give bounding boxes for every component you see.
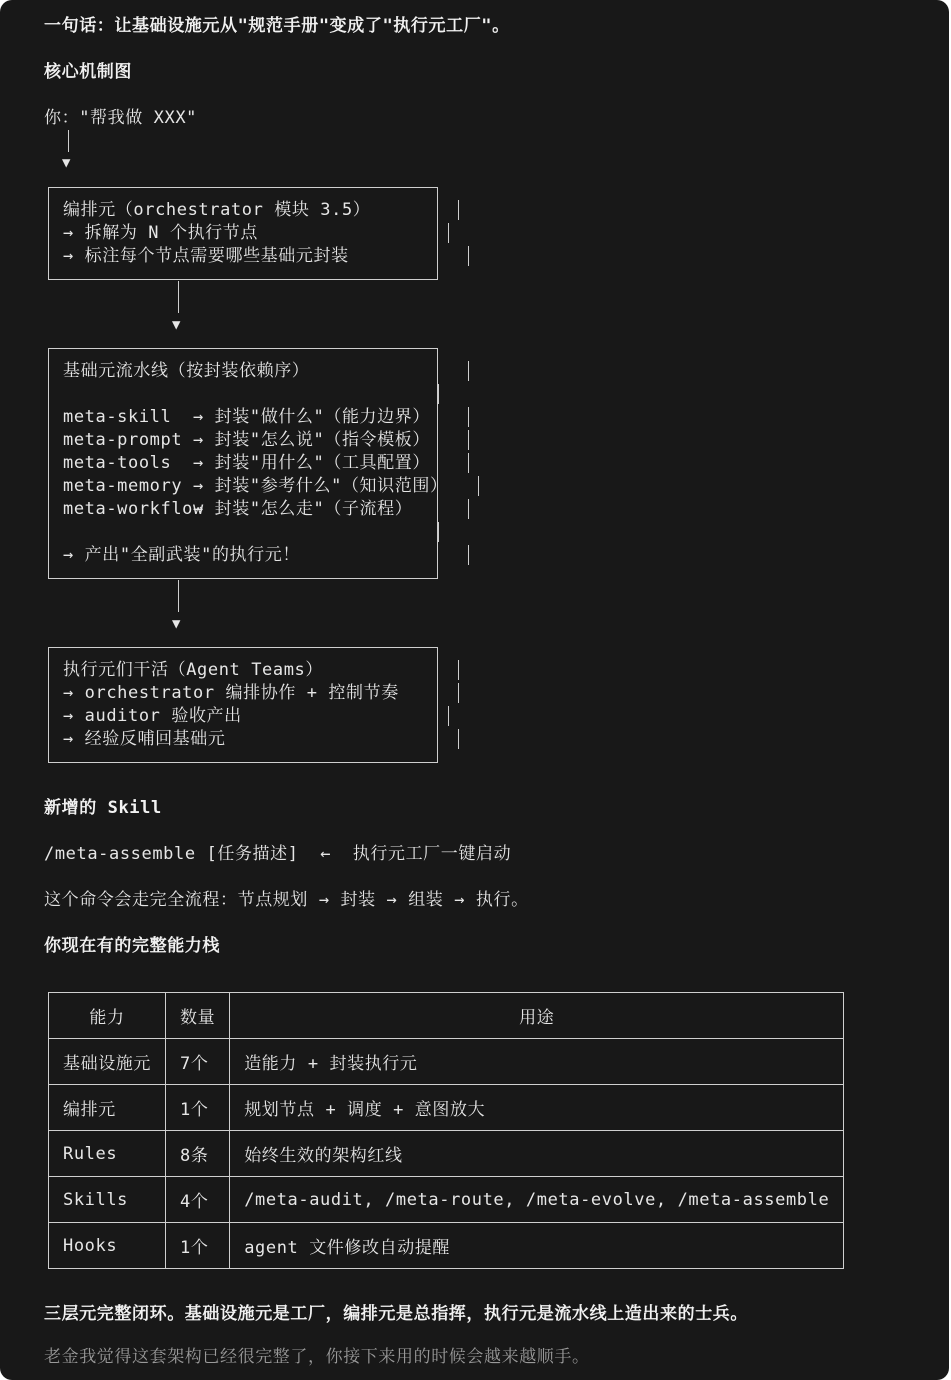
pipeline-row — [63, 498, 412, 521]
pipeline-row-name: meta-workflow — [63, 499, 204, 519]
new-skill-heading: 新增的 Skill — [44, 798, 162, 818]
table-row — [49, 1085, 844, 1131]
ascii-border-fragment — [458, 683, 459, 703]
command-line: /meta-assemble [任务描述] ← 执行元工厂一键启动 — [44, 844, 512, 864]
ascii-border-fragment — [458, 660, 459, 680]
table-header-row — [49, 993, 844, 1039]
ascii-border-fragment — [438, 384, 439, 404]
cutoff-text: 老金我觉得这套架构已经很完整了，你接下来用的时候会越来越顺手。 — [44, 1347, 590, 1367]
pipeline-row-name: meta-memory — [63, 476, 183, 496]
ascii-border-fragment — [448, 223, 449, 243]
table-row — [49, 1223, 844, 1269]
table-cell: agent 文件修改自动提醒 — [230, 1223, 844, 1269]
ascii-border-fragment — [458, 729, 459, 749]
closing-line: 三层元完整闭环。基础设施元是工厂，编排元是总指挥，执行元是流水线上造出来的士兵。 — [44, 1304, 748, 1324]
execution-box-title: 执行元们干活（Agent Teams） — [63, 660, 323, 680]
pipeline-row — [63, 406, 430, 429]
table-row — [49, 1131, 844, 1177]
down-arrow-icon: ▼ — [172, 317, 182, 333]
table-cell: Skills — [49, 1177, 166, 1223]
pipeline-row-name: meta-prompt — [63, 430, 183, 450]
ascii-border-fragment — [468, 361, 469, 381]
ascii-border-fragment — [478, 476, 479, 496]
pipeline-row — [63, 429, 430, 452]
table-row — [49, 1177, 844, 1223]
orchestrator-box-line: → 标注每个节点需要哪些基础元封装 — [63, 246, 349, 266]
connector-line — [178, 580, 179, 612]
ascii-border-fragment — [468, 246, 469, 266]
mechanism-heading: 核心机制图 — [44, 62, 132, 82]
pipeline-row-name: meta-tools — [63, 453, 172, 473]
table-cell: Hooks — [49, 1223, 166, 1269]
pipeline-row-desc: → 封装"怎么说"（指令模板） — [193, 430, 430, 450]
table-cell: 始终生效的架构红线 — [230, 1131, 844, 1177]
table-cell: 7个 — [166, 1039, 230, 1085]
table-cell: 4个 — [166, 1177, 230, 1223]
column-header: 能力 — [49, 993, 166, 1039]
table-cell: 造能力 + 封装执行元 — [230, 1039, 844, 1085]
execution-box — [48, 647, 438, 763]
ascii-border-fragment — [468, 453, 469, 473]
column-header: 用途 — [230, 993, 844, 1039]
orchestrator-box — [48, 187, 438, 280]
user-prompt-line: 你："帮我做 XXX" — [44, 108, 198, 128]
column-header: 数量 — [166, 993, 230, 1039]
table-cell: 基础设施元 — [49, 1039, 166, 1085]
table-cell: 1个 — [166, 1085, 230, 1131]
ascii-border-fragment — [468, 430, 469, 450]
capability-table — [48, 992, 844, 1269]
ascii-border-fragment — [448, 706, 449, 726]
execution-box-line: → auditor 验收产出 — [63, 706, 242, 726]
execution-box-line: → orchestrator 编排协作 + 控制节奏 — [63, 683, 399, 703]
pipeline-row-name: meta-skill — [63, 407, 172, 427]
capability-stack-heading: 你现在有的完整能力栈 — [44, 936, 220, 956]
connector-line — [68, 130, 69, 152]
down-arrow-icon: ▼ — [62, 155, 72, 171]
pipeline-row-desc: → 封装"参考什么"（知识范围） — [193, 476, 448, 496]
table-cell: 8条 — [166, 1131, 230, 1177]
table-row — [49, 1039, 844, 1085]
pipeline-box — [48, 348, 448, 579]
ascii-border-fragment — [468, 545, 469, 565]
pipeline-row-desc: → 封装"怎么走"（子流程） — [193, 499, 413, 519]
down-arrow-icon: ▼ — [172, 616, 182, 632]
pipeline-box-footer: → 产出"全副武装"的执行元！ — [63, 545, 300, 565]
pipeline-row — [63, 475, 448, 498]
execution-box-line: → 经验反哺回基础元 — [63, 729, 226, 749]
table-cell: 1个 — [166, 1223, 230, 1269]
table-cell: 编排元 — [49, 1085, 166, 1131]
connector-line — [178, 281, 179, 313]
table-cell: 规划节点 + 调度 + 意图放大 — [230, 1085, 844, 1131]
ascii-border-fragment — [438, 522, 439, 542]
orchestrator-box-title: 编排元（orchestrator 模块 3.5） — [63, 200, 371, 220]
ascii-border-fragment — [458, 200, 459, 220]
command-description: 这个命令会走完全流程：节点规划 → 封装 → 组装 → 执行。 — [44, 890, 529, 910]
pipeline-row-desc: → 封装"用什么"（工具配置） — [193, 453, 430, 473]
summary-line: 一句话：让基础设施元从"规范手册"变成了"执行元工厂"。 — [44, 16, 510, 36]
ascii-border-fragment — [468, 499, 469, 519]
pipeline-box-title: 基础元流水线（按封装依赖序） — [63, 361, 310, 381]
pipeline-row — [63, 452, 430, 475]
table-cell: /meta-audit, /meta-route, /meta-evolve, /meta-assemble — [230, 1177, 844, 1223]
pipeline-row-desc: → 封装"做什么"（能力边界） — [193, 407, 430, 427]
orchestrator-box-line: → 拆解为 N 个执行节点 — [63, 223, 258, 243]
table-cell: Rules — [49, 1131, 166, 1177]
ascii-border-fragment — [468, 407, 469, 427]
